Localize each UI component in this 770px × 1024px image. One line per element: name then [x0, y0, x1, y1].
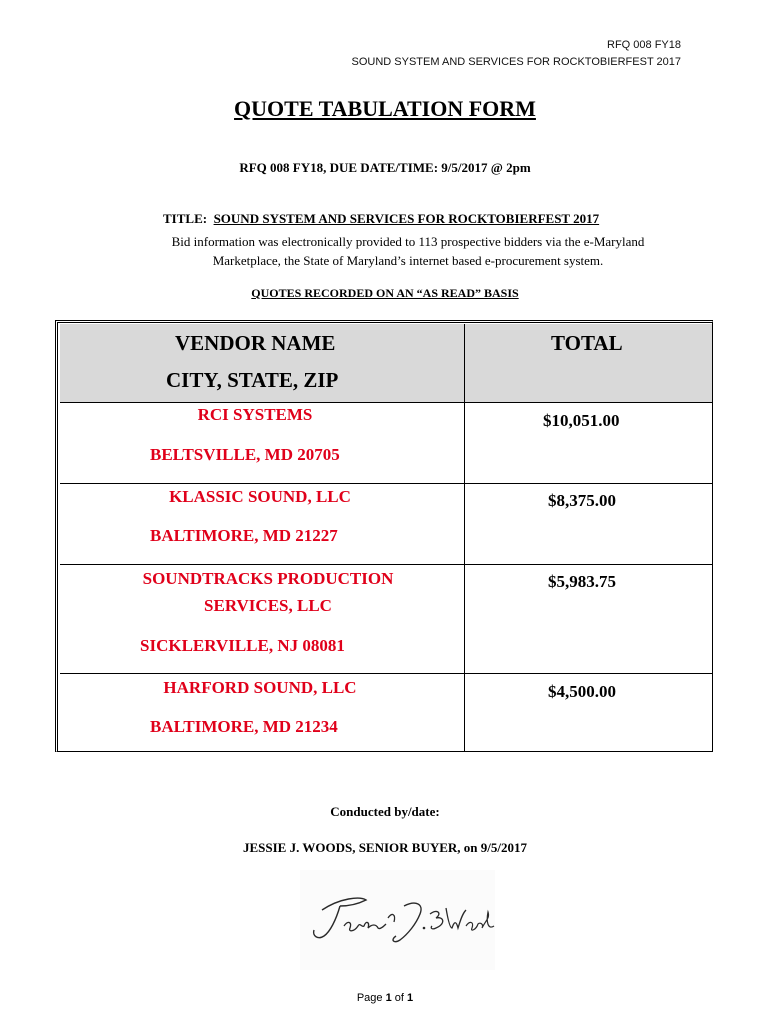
- vendor-name: KLASSIC SOUND, LLC: [169, 487, 351, 506]
- page-header-rfq: RFQ 008 FY18: [607, 39, 681, 51]
- bid-information: Bid information was electronically provided to 113 prospective bidders via the e-Maryland Marketplace, the State of Maryland’s internet based e-procurement system.: [171, 234, 645, 268]
- title-line: [163, 211, 599, 227]
- header-vendor-name: VENDOR NAME: [175, 331, 336, 355]
- vendor-address: BELTSVILLE, MD 20705: [150, 445, 340, 464]
- title-value: SOUND SYSTEM AND SERVICES FOR ROCKTOBIERFEST 2017: [213, 211, 600, 226]
- vendor-total: $8,375.00: [548, 491, 616, 510]
- header-total: TOTAL: [551, 331, 623, 355]
- column-divider: [464, 324, 465, 752]
- form-title: QUOTE TABULATION FORM: [234, 96, 536, 121]
- vendor-total: $10,051.00: [543, 411, 620, 430]
- page-header-project: SOUND SYSTEM AND SERVICES FOR ROCKTOBIERFEST 2017: [351, 56, 681, 68]
- vendor-address: SICKLERVILLE, NJ 08081: [140, 636, 345, 655]
- header-city-state-zip: CITY, STATE, ZIP: [166, 368, 339, 392]
- buyer-name-date: JESSIE J. WOODS, SENIOR BUYER, on 9/5/2017: [242, 840, 528, 855]
- vendor-total: $5,983.75: [548, 572, 616, 591]
- row-divider: [60, 402, 712, 403]
- vendor-name: SOUNDTRACKS PRODUCTION SERVICES, LLC: [142, 569, 394, 615]
- page-of: of: [394, 992, 404, 1004]
- page-current: 1: [385, 992, 392, 1004]
- conducted-by-label: Conducted by/date:: [330, 804, 440, 819]
- vendor-name: HARFORD SOUND, LLC: [163, 678, 357, 697]
- page-total: 1: [407, 992, 414, 1004]
- title-label: TITLE:: [163, 211, 208, 226]
- signature-image: [300, 870, 495, 970]
- quotes-basis: QUOTES RECORDED ON AN “AS READ” BASIS: [251, 286, 519, 300]
- vendor-total: $4,500.00: [548, 682, 616, 701]
- page-prefix: Page: [356, 992, 383, 1004]
- vendor-name: RCI SYSTEMS: [197, 405, 313, 424]
- vendor-address: BALTIMORE, MD 21227: [150, 526, 338, 545]
- page-number: [0, 992, 770, 1004]
- vendor-address: BALTIMORE, MD 21234: [150, 717, 338, 736]
- rfq-due-line: RFQ 008 FY18, DUE DATE/TIME: 9/5/2017 @ 2pm: [239, 160, 531, 175]
